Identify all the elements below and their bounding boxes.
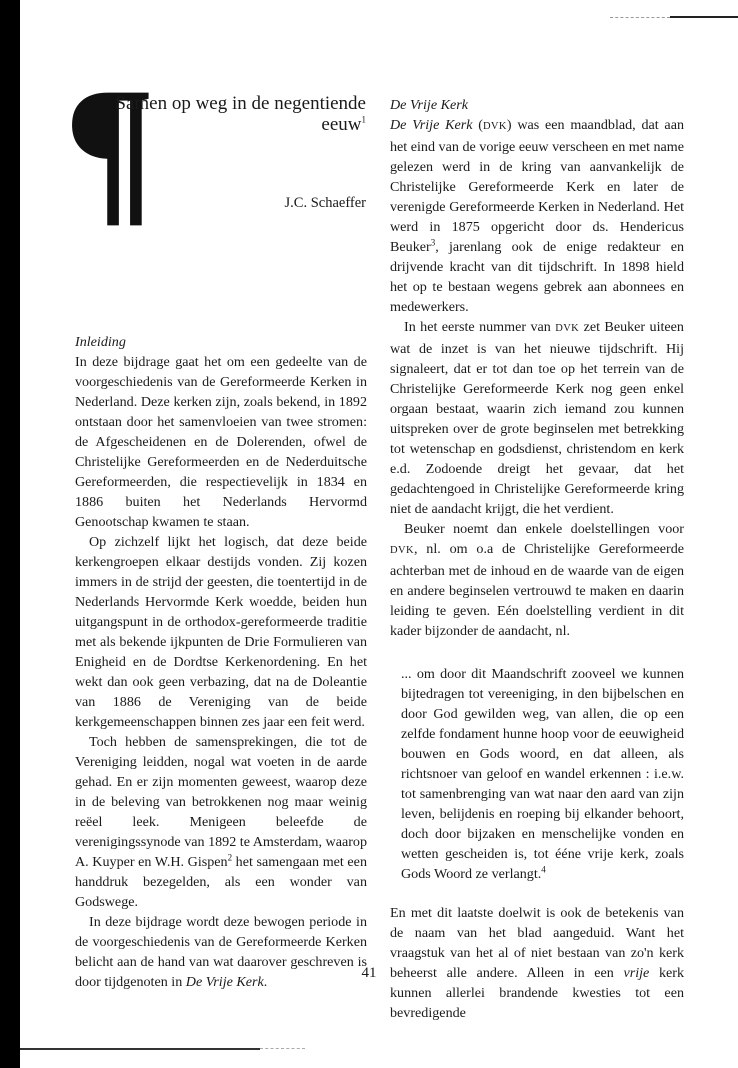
paragraph-text: het samengaan met een handdruk bezegelden, als een wonder van Godswege. — [75, 854, 367, 910]
paragraph-text: ( — [472, 117, 483, 133]
paragraph-text: Toch hebben de samensprekingen, die tot de Vereniging leidden, nogal wat voeten in de aarde gehad. En er zijn momenten geweest, waarop deze in de beleving van betrokkenen nog maar weinig reëel leek. Menigeen beleefde de verenigingssynode van 1892 te Amsterdam, waarop A. Kuyper en W.H. Gispen — [75, 734, 367, 870]
paragraph — [390, 115, 684, 317]
bottom-rule-dashed — [260, 1048, 305, 1049]
top-rule — [670, 16, 738, 18]
article-title-text: Samen op weg in de negentiende eeuw — [115, 93, 366, 135]
paragraph — [390, 903, 684, 1023]
right-column — [390, 95, 684, 1023]
paragraph-text: ) was een maandblad, dat aan het eind van de vorige eeuw verscheen en met name gelezen werd in de kring van aanvankelijk de Christelijke Gereformeerde Kerk en later de verenigde Gereformeerde Kerken in Nederland. Het werd in 1875 opgericht door ds. Hendericus Beuker — [390, 117, 684, 255]
footnote-marker: 4 — [541, 864, 546, 875]
left-column — [75, 332, 367, 992]
paragraph-text: , jarenlang ook de enige redakteur en drijvende kracht van dit tijdschrift. In 1898 hield het op te bestaan wegens gebrek aan abonnees en medewerkers. — [390, 239, 684, 315]
footnote-marker: 3 — [430, 237, 436, 248]
paragraph-text: Beuker noemt dan enkele doelstellingen voor — [404, 521, 684, 537]
paragraph-text: . — [263, 974, 268, 990]
paragraph: Op zichzelf lijkt het logisch, dat deze beide kerkengroepen elkaar destijds vonden. Zij kozen immers in de strijd der geesten, die toentertijd in de Nederlands Hervormde Kerk woedde, beiden hun uitgangspunt in de orthodox-gereformeerde traditie met als bekende ijkpunten de Drie Formulieren van Enigheid en de Dordtse Kerkenordening. En het wekt dan ook geen verbazing, dat na de Doleantie van 1886 de Vereniging van de beide kerkgemeenschappen binnen zes jaar een feit werd. — [75, 534, 367, 730]
paragraph-text: En met dit laatste doelwit is ook de betekenis van de naam van het blad aangeduid. Want het vraagstuk van het al of niet bestaan van zo'n kerk beheerst alle andere. Alleen in een — [390, 905, 684, 981]
paragraph-text: , nl. om o.a de Christelijke Gereformeerde achterban met de inhoud en de waarde van de eigen en andere beginselen vertrouwd te maken en daarin leiding te geven. Eén doelstelling verdient in dit kader bijzonder de aandacht, nl. — [390, 541, 684, 639]
paragraph — [390, 317, 684, 519]
title-footnote-marker: 1 — [361, 114, 366, 125]
journal-abbreviation: DVK — [482, 121, 507, 132]
journal-title: De Vrije Kerk — [390, 117, 473, 133]
pilcrow-icon: ¶ — [64, 53, 156, 241]
scan-edge-bar — [0, 0, 20, 1068]
emphasis: vrije — [623, 965, 650, 981]
article-title — [106, 93, 366, 135]
paragraph-text: zet Beuker uiteen wat de inzet is van het nieuwe tijdschrift. Hij signaleert, dat er tot dan toe op het terrein van de Christelijke Gereformeerde Kerk nog geen enkel orgaan bestaat, waarin zich iemand zou kunnen uitspreken over de grote beginselen met betrekking tot wetenschap en godsdienst, christendom en kerk e.d. Zodoende dreigt het gevaar, dat het gedachtengoed in Christelijke Gereformeerde kring niet de aandacht krijgt, die het verdient. — [390, 319, 684, 517]
article-author: J.C. Schaeffer — [284, 195, 366, 211]
quote-text: ... om door dit Maandschrift zooveel we kunnen bijtedragen tot vereeniging, in den bijbelschen en door God gewilden weg, van allen, die op een zelfde fondament hunne hoop voor de eeuwigheid bouwen en Gods woord, en dat alleen, als richtsnoer van geloof en wandel erkennen : i.e.w. tot samenbrenging van wat naar den aard van zijn leven, belijdenis en roeping bij elkander behoort, doch door bijzaken en menschelijke vonden en wetten gescheiden is, tot ééne vrije kerk, zoals Gods Woord ze verlangt. — [401, 666, 684, 882]
paragraph-text: In deze bijdrage wordt deze bewogen periode in de voorgeschiedenis van de Gereformeerde Kerken belicht aan de hand van wat daarover geschreven is door tijdgenoten in — [75, 914, 367, 990]
paragraph-text: kerk kunnen allerlei brandende kwesties tot een bevredigende — [390, 965, 684, 1021]
paragraph-text: In het eerste nummer van — [404, 319, 556, 335]
footnote-marker: 2 — [227, 852, 233, 863]
journal-abbreviation: DVK — [390, 545, 414, 556]
section-heading-inleiding: Inleiding — [75, 334, 126, 350]
block-quote — [401, 664, 684, 884]
paragraph — [75, 732, 367, 912]
paragraph: In deze bijdrage gaat het om een gedeelte van de voorgeschiedenis van de Gereformeerde Kerken in Nederland. Deze kerken zijn, zoals bekend, in 1892 ontstaan door het samenvloeien van twee stromen: de Afgescheidenen en de Dolerenden, ofwel de Christelijke Gereformeerden en de Nederduitsche Gereformeerden, die respectievelijk in 1834 en 1886 buiten het Nederlands Hervormd Genootschap kwamen te staan. — [75, 354, 367, 530]
paragraph — [390, 519, 684, 641]
bottom-rule — [20, 1048, 260, 1050]
journal-abbreviation: DVK — [555, 323, 580, 334]
top-rule-dashed — [610, 17, 670, 18]
section-heading-dvk: De Vrije Kerk — [390, 97, 469, 113]
journal-title: De Vrije Kerk — [185, 974, 264, 990]
page-number: 41 — [361, 965, 377, 981]
